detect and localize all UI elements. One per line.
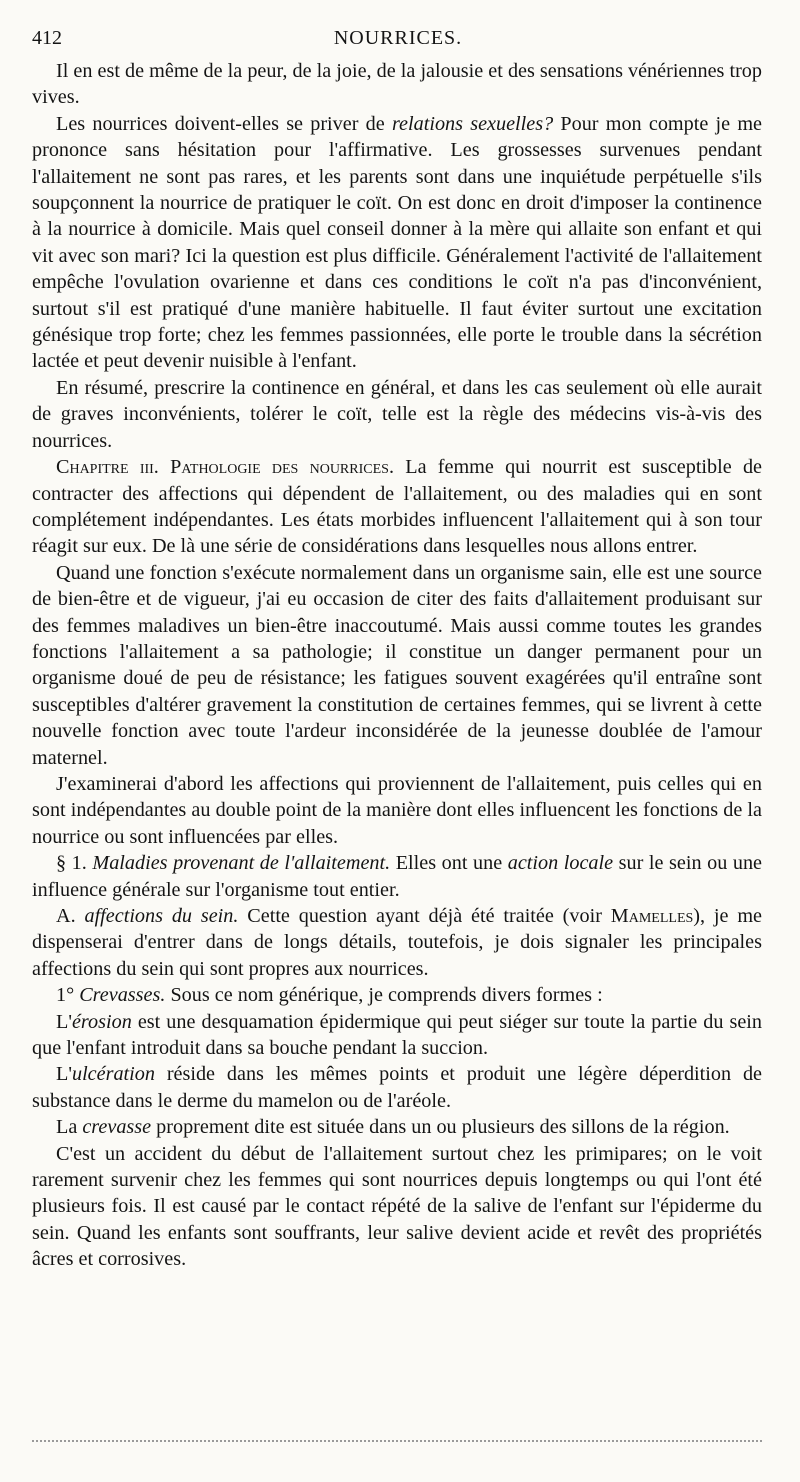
running-title: NOURRICES. — [333, 27, 463, 49]
paragraph-crevasses: 1° Crevasses. Sous ce nom générique, je comprends divers formes : — [56, 984, 603, 1007]
paragraph-sexual-relations: Les nourrices doivent-elles se priver de relations sexuelles? Pour mon compte je me prononce sans hésitation pour l'affirmative. Les grossesses survenues pendant l'allaitement ne sont pas rares, et les parents sont dans une inquiétude perpétuelle s'ils soupçonnent la nourrice de pratiquer le coït. On est donc en droit d'imposer la continence à la nourrice à domicile. Mais quel conseil donner à la mère qui allaite son enfant et qui vit avec son mari? Ici la question est plus difficile. Généralement l'activité de l'allaitement empêche l'ovulation ovarienne et dans ces conditions le coït n'a pas d'inconvénient, surtout s'il est pratiqué d'une manière habituelle. Il faut éviter surtout une excitation génésique trop forte; chez les femmes passionnées, elle porte le trouble dans la sécrétion lactée et peut devenir nuisible à l'enfant. — [32, 112, 762, 373]
paragraph-erosion: L'érosion est une desquamation épidermique qui peut siéger sur toute la partie du sein que l'enfant introduit dans sa bouche pendant la succion. — [32, 1010, 762, 1060]
emphasis-text: action locale — [507, 852, 614, 875]
subsection-title: affections du sein. — [84, 905, 239, 927]
subsection-title: Crevasses. — [79, 984, 166, 1007]
bottom-rule — [32, 1440, 762, 1442]
body-text — [32, 58, 762, 1273]
paragraph-breast-affections: A. affections du sein. Cette question ayant déjà été traitée (voir Mamelles), je me dispenserai d'entrer dans de longs détails, toutefois, je dois signaler les principales affections du sein qui sont propres aux nourrices. — [32, 905, 762, 980]
page-number: 412 — [32, 27, 62, 49]
paragraph-emotions: Il en est de même de la peur, de la joie, de la jalousie et des sensations vénériennes trop vives. — [32, 60, 762, 109]
term: érosion — [71, 1010, 132, 1033]
cross-reference: Mamelles — [610, 905, 694, 927]
section-title: Maladies provenant de l'allaitement. — [92, 852, 391, 875]
paragraph-section-1: § 1. Maladies provenant de l'allaitement. Elles ont une action locale sur le sein ou une influence générale sur l'organisme tout entier. — [32, 852, 763, 901]
paragraph-crevasse: La crevasse proprement dite est située dans un ou plusieurs des sillons de la région. — [56, 1116, 730, 1139]
paragraph-ulceration: L'ulcération réside dans les mêmes points et produit une légère déperdition de substance dans le derme du mamelon ou de l'aréole. — [32, 1063, 762, 1112]
paragraph-chapter-heading: Chapitre iii. Pathologie des nourrices. La femme qui nourrit est susceptible de contracter des affections qui dépendent de l'allaitement, ou des maladies qui en sont complétement indépendantes. Les états morbides influencent l'allaitement qui à son tour réagit sur eux. De là une série de considérations dans lesquelles nous allons entrer. — [32, 456, 762, 558]
paragraph-function: Quand une fonction s'exécute normalement dans un organisme sain, elle est une source de bien-être et de vigueur, j'ai eu occasion de citer des faits d'allaitement produisant sur des femmes maladives un bien-être inaccoutumé. Mais aussi comme toutes les grandes fonctions l'allaitement a sa pathologie; il constitue un danger permanent pour un organisme doué de peu de résistance; les fatigues souvent exagérées qu'il entraîne sont susceptibles d'altérer gravement la constitution de certaines femmes, qui se livrent à cette nouvelle fonction avec toute l'ardeur inconsidérée de la jeunesse doublée de l'amour maternel. — [32, 561, 762, 769]
running-header — [32, 24, 764, 52]
emphasis-text: relations sexuelles? — [391, 112, 554, 135]
paragraph-causes: C'est un accident du début de l'allaitement surtout chez les primipares; on le voit rarement survenir chez les femmes qui sont nourrices depuis longtemps ou qui l'ont été plusieurs fois. Il est causé par le contact répété de la salive de l'enfant sur l'épiderme du sein. Quand les enfants sont souffrants, leur salive devient acide et revêt des propriétés âcres et corrosives. — [32, 1142, 762, 1271]
section-mark: § 1. — [56, 852, 93, 875]
chapter-heading: Chapitre iii. Pathologie des nourrices. — [56, 456, 394, 479]
term: crevasse — [82, 1116, 152, 1139]
paragraph-summary: En résumé, prescrire la continence en général, et dans les cas seulement où elle aurait de graves inconvénients, tolérer le coït, telle est la règle des médecins vis-à-vis des nourrices. — [32, 376, 762, 452]
term: ulcération — [71, 1063, 155, 1086]
paragraph-plan: J'examinerai d'abord les affections qui proviennent de l'allaitement, puis celles qui en sont indépendantes au double point de la manière dont elles influencent les fonctions de la nourrice ou sont influencées par elles. — [32, 772, 762, 848]
